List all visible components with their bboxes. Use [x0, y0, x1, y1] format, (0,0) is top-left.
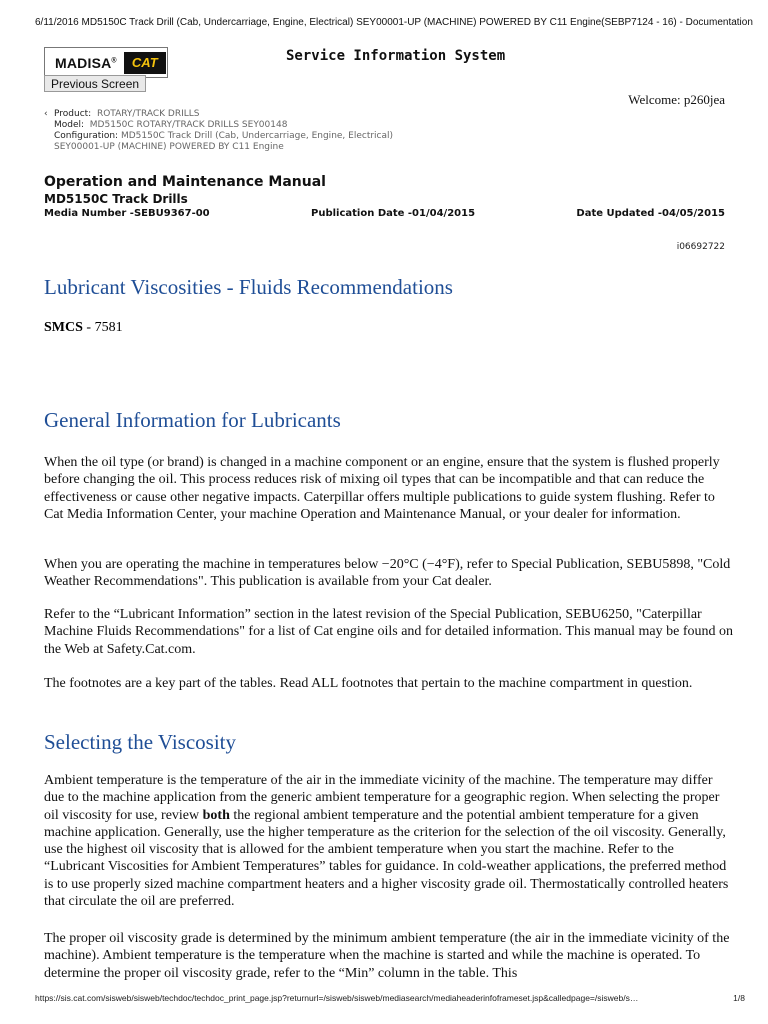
configuration-value: MD5150C Track Drill (Cab, Undercarriage, Engine, Electrical) — [120, 131, 394, 141]
manual-title: Operation and Maintenance Manual — [44, 174, 326, 190]
media-number: Media Number -SEBU9367-00 — [44, 208, 210, 219]
smcs-value: - 7581 — [82, 320, 123, 335]
paragraph-flushing: When the oil type (or brand) is changed in a machine component or an engine, ensure that the system is flushed properly before changing the oil. This process reduces risk of mixing oil types that can be incompatible and that can reduce the effectiveness or cause other negative impacts. Caterpillar offers multiple publications to guide system flushing. Refer to Cat Media Information Center, your machine Operation and Maintenance Manual, or your dealer for information. — [44, 455, 720, 522]
previous-screen-button[interactable]: Previous Screen — [44, 75, 146, 92]
chevron-left-icon[interactable]: ‹ — [44, 109, 48, 119]
model-value: MD5150C ROTARY/TRACK DRILLS SEY00148 — [89, 120, 288, 130]
print-header: 6/11/2016 MD5150C Track Drill (Cab, Undercarriage, Engine, Electrical) SEY00001-UP (MACHINE) POWERED BY C11 Engine(SEBP7124 - 16) - Documentation — [35, 17, 753, 28]
paragraph-lubricant-information: Refer to the “Lubricant Information” section in the latest revision of the Special Publication, SEBU6250, "Caterpillar Machine Fluids Recommendations" for a list of Cat engine oils and for detailed information. This manual may be found on the Web at Safety.Cat.com. — [44, 607, 733, 657]
page-number: 1/8 — [733, 993, 745, 1003]
manual-subtitle: MD5150C Track Drills — [44, 192, 188, 206]
configuration-value-2: SEY00001-UP (MACHINE) POWERED BY C11 Engine — [54, 142, 284, 152]
paragraph-footnotes: The footnotes are a key part of the tables. Read ALL footnotes that pertain to the machine compartment in question. — [44, 676, 693, 691]
paragraph-ambient-temperature: Ambient temperature is the temperature of the air in the immediate vicinity of the machine. The temperature may differ due to the machine application from the generic ambient temperature for a geographic region. When selecting the proper oil viscosity for use, review both the regional ambient temperature and the potential ambient temperature for a given machine application. Generally, use the higher temperature as the criterion for the selection of the oil viscosity. Generally, use the highest oil viscosity that is allowed for the ambient temperature when you start the machine. Refer to the “Lubricant Viscosities for Ambient Temperatures” tables for guidance. In cold-weather applications, the preferred method is to use properly sized machine compartment heaters and a higher viscosity grade oil. Thermostatically controlled heaters that circulate the oil are preferred. — [44, 773, 729, 910]
document-id: i06692722 — [676, 242, 725, 252]
selecting-viscosity-heading: Selecting the Viscosity — [44, 730, 236, 754]
configuration-label: Configuration: — [54, 131, 119, 141]
paragraph-cold-weather: When you are operating the machine in temperatures below −20°C (−4°F), refer to Special Publication, SEBU5898, "Cold Weather Recommendations". This publication is available from your Cat dealer. — [44, 557, 731, 590]
madisa-logo-text: MADISA® — [55, 54, 117, 71]
product-value: ROTARY/TRACK DRILLS — [96, 109, 200, 119]
welcome-user: Welcome: p260jea — [628, 92, 725, 107]
breadcrumb — [44, 109, 393, 153]
article-title: Lubricant Viscosities - Fluids Recommendations — [44, 275, 453, 299]
product-label: Product: — [54, 109, 92, 119]
general-information-heading: General Information for Lubricants — [44, 408, 341, 432]
page-url: https://sis.cat.com/sisweb/sisweb/techdoc/techdoc_print_page.jsp?returnurl=/sisweb/sisweb/mediasearch/mediaheaderinfoframeset.jsp&calledpage=/sisweb/s… — [35, 993, 639, 1003]
model-label: Model: — [54, 120, 85, 130]
paragraph-viscosity-grade: The proper oil viscosity grade is determined by the minimum ambient temperature (the air in the immediate vicinity of the machine). Ambient temperature is the temperature when the machine is started and while the machine is operated. To determine the proper oil viscosity grade, refer to the “Min” column in the table. This — [44, 931, 730, 981]
smcs-label: SMCS — [44, 320, 83, 335]
madisa-cat-logo — [44, 47, 168, 78]
publication-date: Publication Date -01/04/2015 — [311, 208, 476, 219]
cat-logo-icon: CAT — [124, 52, 166, 74]
smcs-code — [44, 320, 123, 336]
date-updated: Date Updated -04/05/2015 — [576, 208, 725, 219]
system-title: Service Information System — [286, 48, 506, 64]
